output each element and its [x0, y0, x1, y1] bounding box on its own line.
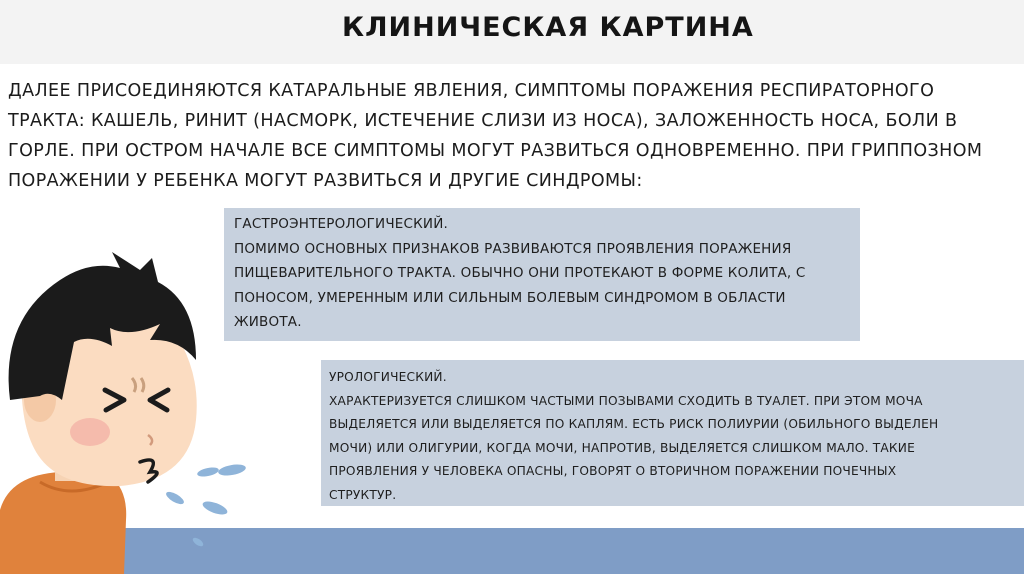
shirt-shape: [0, 472, 126, 574]
uro-line-4: ПРОЯВЛЕНИЯ У ЧЕЛОВЕКА ОПАСНЫ, ГОВОРЯТ О ВТОРИЧНОМ ПОРАЖЕНИИ ПОЧЕЧНЫХ: [329, 464, 897, 478]
uro-syndrome-box: [321, 360, 1024, 506]
uro-line-1: ХАРАКТЕРИЗУЕТСЯ СЛИШКОМ ЧАСТЫМИ ПОЗЫВАМИ СХОДИТЬ В ТУАЛЕТ. ПРИ ЭТОМ МОЧА: [329, 393, 923, 408]
uro-line-2: ВЫДЕЛЯЕТСЯ ИЛИ ВЫДЕЛЯЕТСЯ ПО КАПЛЯМ. ЕСТЬ РИСК ПОЛИУРИИ (ОБИЛЬНОГО ВЫДЕЛЕН: [329, 417, 939, 431]
uro-heading: УРОЛОГИЧЕСКИЙ.: [329, 370, 447, 384]
slide-title: КЛИНИЧЕСКАЯ КАРТИНА: [342, 12, 754, 43]
coughing-boy-illustration: [0, 250, 260, 574]
gastro-heading: ГАСТРОЭНТЕРОЛОГИЧЕСКИЙ.: [234, 216, 449, 232]
gastro-syndrome-box: [224, 208, 860, 341]
gastro-body: ПОМИМО ОСНОВНЫХ ПРИЗНАКОВ РАЗВИВАЮТСЯ ПРОЯВЛЕНИЯ ПОРАЖЕНИЯ ПИЩЕВАРИТЕЛЬНОГО ТРАКТА. ОБЫЧНО ОНИ ПРОТЕКАЮТ В ФОРМЕ КОЛИТА, С ПОНОСОМ, УМЕРЕННЫМ ИЛИ СИЛЬНЫМ БОЛЕВЫМ СИНДРОМОМ В ОБЛАСТИ ЖИВОТА.: [234, 240, 806, 330]
uro-line-3: МОЧИ) ИЛИ ОЛИГУРИИ, КОГДА МОЧИ, НАПРОТИВ, ВЫДЕЛЯЕТСЯ СЛИШКОМ МАЛО. ТАКИЕ: [329, 440, 915, 455]
intro-paragraph: ДАЛЕЕ ПРИСОЕДИНЯЮТСЯ КАТАРАЛЬНЫЕ ЯВЛЕНИЯ, СИМПТОМЫ ПОРАЖЕНИЯ РЕСПИРАТОРНОГО ТРАКТА: КАШЕЛЬ, РИНИТ (НАСМОРК, ИСТЕЧЕНИЕ СЛИЗИ ИЗ НОСА), ЗАЛОЖЕННОСТЬ НОСА, БОЛИ В ГОРЛЕ. ПРИ ОСТРОМ НАЧАЛЕ ВСЕ СИМПТОМЫ МОГУТ РАЗВИТЬСЯ ОДНОВРЕМЕННО. ПРИ ГРИППОЗНОМ ПОРАЖЕНИИ У РЕБЕНКА МОГУТ РАЗВИТЬСЯ И ДРУГИЕ СИНДРОМЫ:: [8, 81, 983, 191]
uro-line-5: СТРУКТУР.: [329, 487, 397, 502]
